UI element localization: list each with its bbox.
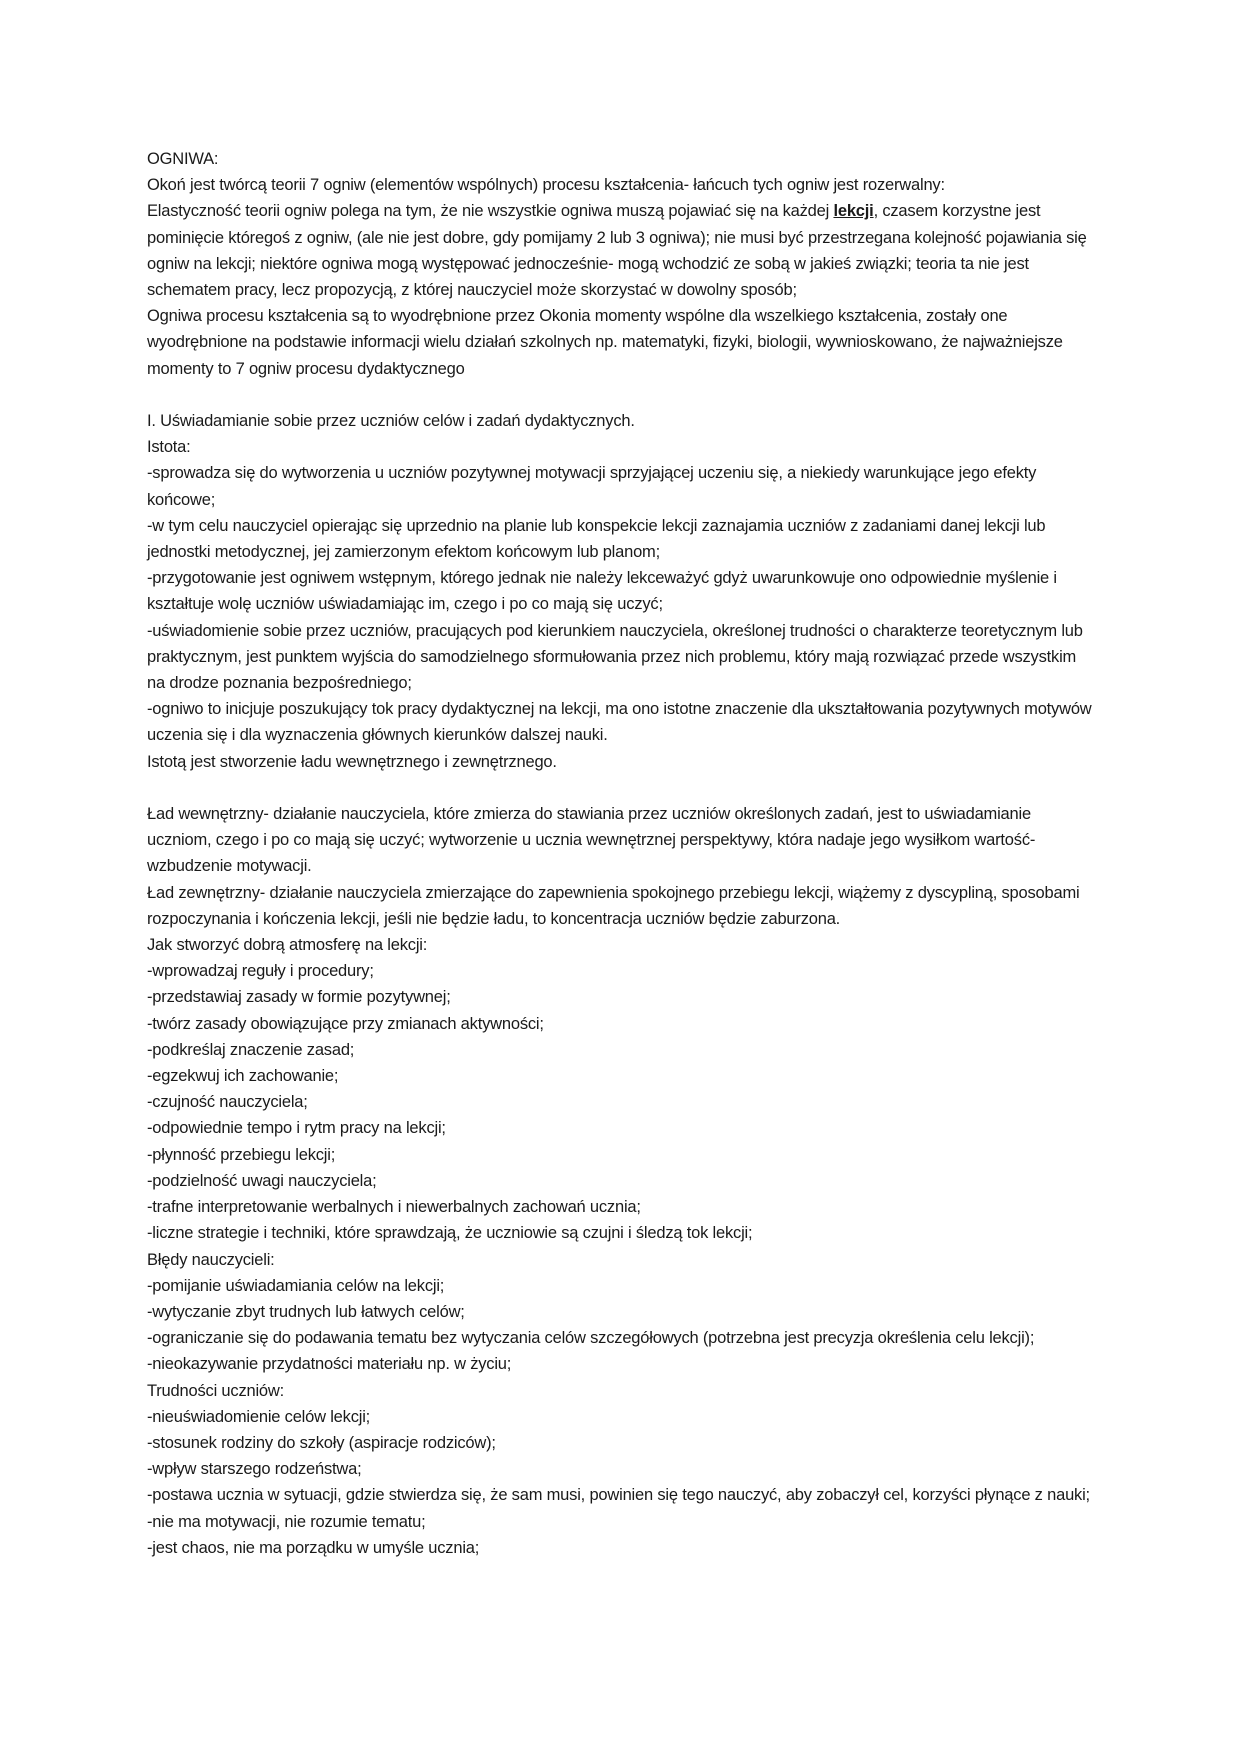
lad-zewnetrzny-paragraph: Ład zewnętrzny- działanie nauczyciela zmierzające do zapewnienia spokojnego przebiegu lekcji, wiążemy z dyscypliną, sposobami rozpoczynania i kończenia lekcji, jeśli nie będzie ładu, to koncentracja uczniów będzie zaburzona. — [147, 883, 1080, 928]
istota-summary: Istotą jest stworzenie ładu wewnętrznego i zewnętrznego. — [147, 752, 557, 771]
list-item: -nieuświadomienie celów lekcji; — [147, 1407, 371, 1426]
istota-point-2: -w tym celu nauczyciel opierając się uprzednio na planie lub konspekcie lekcji zaznajamia uczniów z zadaniami danej lekcji lub jednostki metodycznej, jej zamierzonym efektom końcowym lub planom; — [147, 516, 1046, 562]
list-item: -przedstawiaj zasady w formie pozytywnej; — [147, 988, 451, 1007]
istota-point-1: -sprowadza się do wytworzenia u uczniów pozytywnej motywacji sprzyjającej uczeniu się, a niekiedy warunkujące jego efekty końcowe; — [147, 464, 1037, 509]
document-page — [147, 146, 1097, 1561]
intro-paragraph-2 — [147, 198, 1097, 303]
list-item: -pomijanie uświadamiania celów na lekcji; — [147, 1276, 445, 1295]
teacher-errors-heading: Błędy nauczycieli: — [147, 1250, 275, 1269]
emphasized-word-lekcji: lekcji — [833, 202, 874, 221]
student-difficulties-heading: Trudności uczniów: — [147, 1381, 285, 1400]
intro-paragraph-1: Okoń jest twórcą teorii 7 ogniw (elementów wspólnych) procesu kształcenia- łańcuch tych ogniw jest rozerwalny: — [147, 176, 945, 195]
list-item: -podzielność uwagi nauczyciela; — [147, 1171, 377, 1190]
blank-line — [147, 382, 1097, 408]
istota-point-4: -uświadomienie sobie przez uczniów, pracujących pod kierunkiem nauczyciela, określonej trudności o charakterze teoretycznym lub praktycznym, jest punktem wyjścia do samodzielnego sformułowania przez nich problemu, który mają rozwiązać przede wszystkim na drodze poznania bezpośredniego; — [147, 621, 1083, 693]
list-item: -czujność nauczyciela; — [147, 1093, 308, 1112]
list-item: -ograniczanie się do podawania tematu bez wytyczania celów szczegółowych (potrzebna jest precyzja określenia celu lekcji); — [147, 1329, 1035, 1348]
atmosphere-heading: Jak stworzyć dobrą atmosferę na lekcji: — [147, 936, 428, 955]
intro-text-after: , czasem korzystne jest pominięcie któregoś z ogniw, (ale nie jest dobre, gdy pomijamy 2 lub 3 ogniwa); nie musi być przestrzegana kolejność pojawiania się ogniw na lekcji; niektóre ogniwa mogą występować jednocześnie- mogą wchodzić ze sobą w jakieś związki; teoria ta nie jest schematem pracy, lecz propozycją, z której nauczyciel może skorzystać w dowolny sposób; — [147, 202, 1087, 300]
list-item: -odpowiednie tempo i rytm pracy na lekcji; — [147, 1119, 446, 1138]
document-heading: OGNIWA: — [147, 150, 219, 168]
list-item: -postawa ucznia w sytuacji, gdzie stwierdza się, że sam musi, powinien się tego nauczyć, aby zobaczył cel, korzyści płynące z nauki; — [147, 1486, 1090, 1505]
list-item: -liczne strategie i techniki, które sprawdzają, że uczniowie są czujni i śledzą tok lekcji; — [147, 1224, 753, 1243]
list-item: -wpływ starszego rodzeństwa; — [147, 1460, 362, 1479]
list-item: -podkreślaj znaczenie zasad; — [147, 1040, 355, 1059]
list-item: -wprowadzaj reguły i procedury; — [147, 962, 374, 981]
istota-point-3: -przygotowanie jest ogniwem wstępnym, którego jednak nie należy lekceważyć gdyż uwarunkowuje ono odpowiednie myślenie i kształtuje wolę uczniów uświadamiając im, czego i po co mają się uczyć; — [147, 569, 1057, 614]
list-item: -twórz zasady obowiązujące przy zmianach aktywności; — [147, 1014, 544, 1033]
intro-paragraph-3: Ogniwa procesu kształcenia są to wyodrębnione przez Okonia momenty wspólne dla wszelkiego kształcenia, zostały one wyodrębnione na podstawie informacji wielu działań szkolnych np. matematyki, fizyki, biologii, wywnioskowano, że najważniejsze momenty to 7 ogniw procesu dydaktycznego — [147, 307, 1063, 378]
list-item: -trafne interpretowanie werbalnych i niewerbalnych zachowań ucznia; — [147, 1198, 641, 1217]
list-item: -wytyczanie zbyt trudnych lub łatwych celów; — [147, 1302, 465, 1321]
blank-line — [147, 775, 1097, 801]
list-item: -nie ma motywacji, nie rozumie tematu; — [147, 1512, 426, 1531]
list-item: -nieokazywanie przydatności materiału np. w życiu; — [147, 1355, 512, 1374]
list-item: -stosunek rodziny do szkoły (aspiracje rodziców); — [147, 1433, 496, 1452]
list-item: -płynność przebiegu lekcji; — [147, 1145, 336, 1164]
istota-label: Istota: — [147, 438, 191, 457]
section-title: I. Uświadamianie sobie przez uczniów celów i zadań dydaktycznych. — [147, 412, 635, 431]
istota-point-5: -ogniwo to inicjuje poszukujący tok pracy dydaktycznej na lekcji, ma ono istotne znaczenie dla ukształtowania pozytywnych motywów uczenia się i dla wyznaczenia głównych kierunków dalszej nauki. — [147, 700, 1092, 745]
list-item: -jest chaos, nie ma porządku w umyśle ucznia; — [147, 1538, 480, 1557]
intro-text-before: Elastyczność teorii ogniw polega na tym, że nie wszystkie ogniwa muszą pojawiać się na każdej — [147, 202, 834, 221]
lad-wewnetrzny-paragraph: Ład wewnętrzny- działanie nauczyciela, które zmierza do stawiania przez uczniów określonych zadań, jest to uświadamianie uczniom, czego i po co mają się uczyć; wytworzenie u ucznia wewnętrznej perspektywy, która nadaje jego wysiłkom wartość- wzbudzenie motywacji. — [147, 805, 1036, 876]
list-item: -egzekwuj ich zachowanie; — [147, 1067, 339, 1086]
